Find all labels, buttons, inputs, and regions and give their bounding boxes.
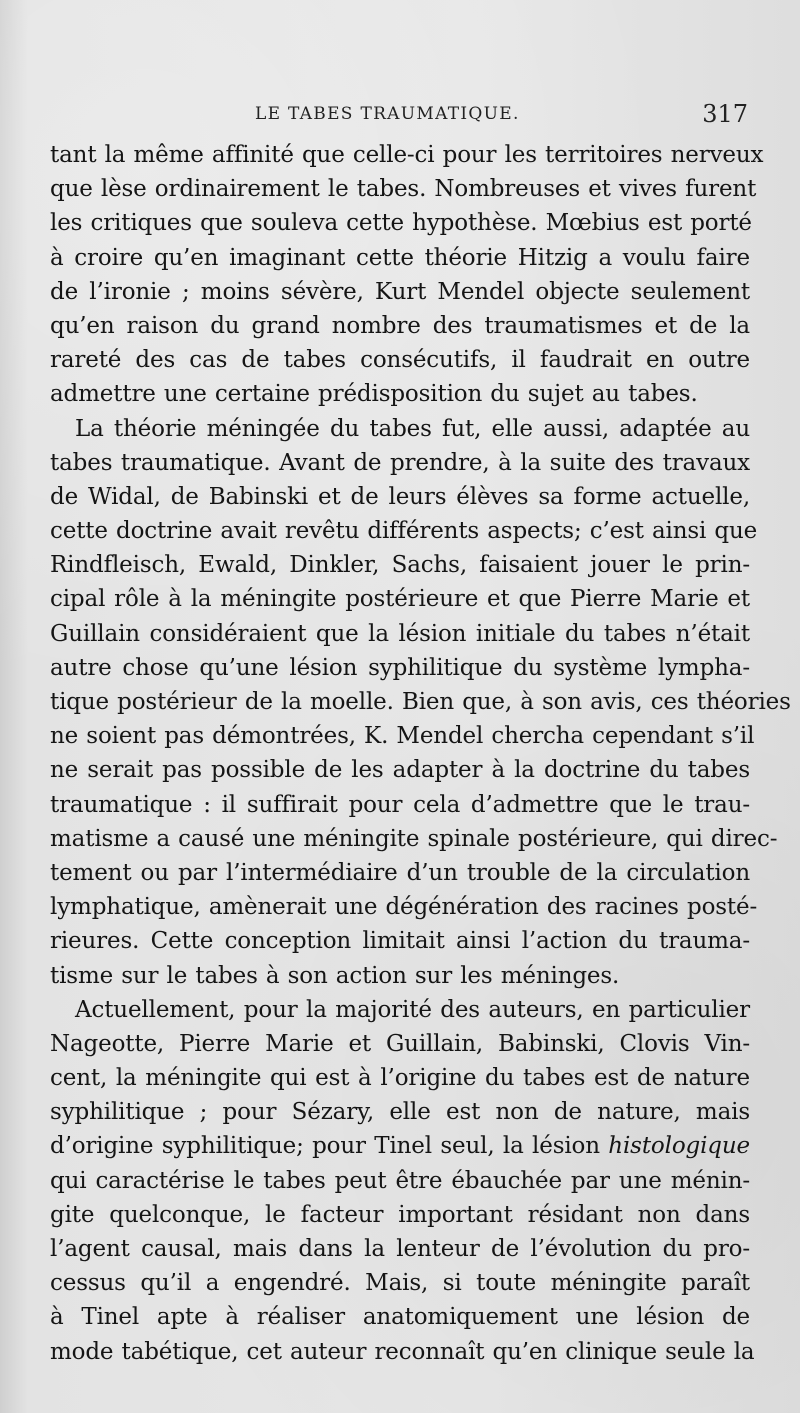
- text-line: rareté des cas de tabes consécutifs, il faudrait en outre: [50, 347, 750, 374]
- text-line: Guillain considéraient que la lésion initiale du tabes n’était: [50, 620, 750, 647]
- text-line: tant la même affinité que celle-ci pour les territoires nerveux: [50, 142, 764, 168]
- text-line-with-italic: [50, 1129, 750, 1163]
- text-line: rieures. Cette conception limitait ainsi l’action du trauma-: [50, 928, 750, 955]
- text-line: ne serait pas possible de les adapter à la doctrine du tabes: [50, 757, 750, 784]
- text-line: qu’en raison du grand nombre des traumatismes et de la: [50, 312, 750, 339]
- text-line: admettre une certaine prédisposition du sujet au tabes.: [50, 381, 698, 408]
- text-line: l’agent causal, mais dans la lenteur de l’évolution du pro-: [50, 1236, 750, 1262]
- page-number: 317: [702, 100, 748, 128]
- text-line: gite quelconque, le facteur important résidant non dans: [50, 1201, 750, 1228]
- text-line: cipal rôle à la méningite postérieure et que Pierre Marie et: [50, 586, 750, 613]
- text-line: syphilitique ; pour Sézary, elle est non de nature, mais: [50, 1099, 750, 1126]
- text-line: tabes traumatique. Avant de prendre, à la suite des travaux: [50, 449, 750, 476]
- text-line-part: d’origine syphilitique; pour Tinel seul, la lésion: [50, 1133, 609, 1160]
- text-line: lymphatique, amènerait une dégénération des racines posté-: [50, 894, 758, 921]
- text-line: Rindfleisch, Ewald, Dinkler, Sachs, faisaient jouer le prin-: [50, 552, 750, 579]
- text-line: tisme sur le tabes à son action sur les méninges.: [50, 962, 620, 989]
- text-line: que lèse ordinairement le tabes. Nombreuses et vives furent: [50, 176, 757, 203]
- text-line: les critiques que souleva cette hypothèse. Mœbius est porté: [50, 210, 752, 237]
- text-line: matisme a causé une méningite spinale postérieure, qui direc-: [50, 825, 778, 852]
- text-line: mode tabétique, cet auteur reconnaît qu’en clinique seule la: [50, 1338, 755, 1365]
- text-line: cette doctrine avait revêtu différents aspects; c’est ainsi que: [50, 518, 758, 545]
- text-line: cent, la méningite qui est à l’origine du tabes est de nature: [50, 1065, 750, 1092]
- running-header: [0, 100, 800, 130]
- body-text: [50, 138, 791, 1369]
- text-line: à Tinel apte à réaliser anatomiquement une lésion de: [50, 1304, 750, 1331]
- text-line: traumatique : il suffirait pour cela d’admettre que le trau-: [50, 791, 750, 818]
- italic-term: histologique: [608, 1133, 750, 1160]
- text-line: qui caractérise le tabes peut être ébauchée par une ménin-: [50, 1167, 750, 1194]
- running-title: LE TABES TRAUMATIQUE.: [255, 104, 520, 124]
- text-line: tement ou par l’intermédiaire d’un trouble de la circulation: [50, 859, 750, 886]
- paragraph-start-line: La théorie méningée du tabes fut, elle aussi, adaptée au: [75, 415, 750, 442]
- text-line: autre chose qu’une lésion syphilitique du système lympha-: [50, 654, 750, 681]
- text-line: cessus qu’il a engendré. Mais, si toute méningite paraît: [50, 1270, 750, 1297]
- text-line: ne soient pas démontrées, K. Mendel chercha cependant s’il: [50, 723, 755, 750]
- text-line: Nageotte, Pierre Marie et Guillain, Babinski, Clovis Vin-: [50, 1030, 750, 1057]
- text-line: de l’ironie ; moins sévère, Kurt Mendel objecte seulement: [50, 278, 750, 305]
- text-line: de Widal, de Babinski et de leurs élèves sa forme actuelle,: [50, 483, 750, 510]
- text-line: à croire qu’en imaginant cette théorie Hitzig a voulu faire: [50, 244, 750, 271]
- text-line: tique postérieur de la moelle. Bien que, à son avis, ces théories: [50, 689, 791, 715]
- paragraph-start-line: Actuellement, pour la majorité des auteurs, en particulier: [75, 996, 750, 1023]
